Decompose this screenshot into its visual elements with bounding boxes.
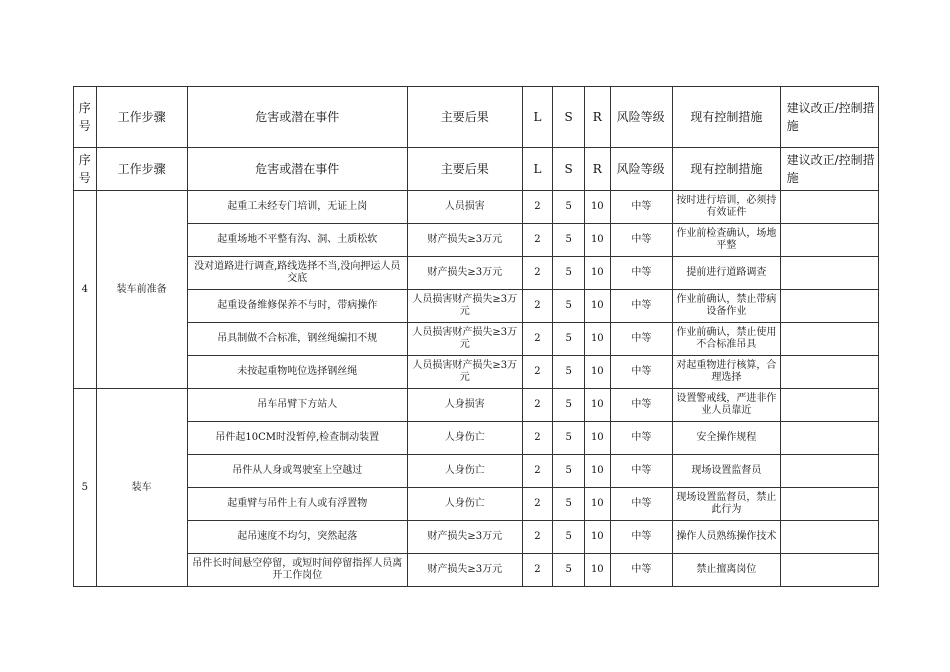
- cell-hazard: 起重场地不平整有沟、洞、土质松软: [187, 224, 407, 257]
- cell-level: 中等: [610, 389, 672, 422]
- cell-l: 2: [522, 191, 553, 224]
- header-l: L: [522, 87, 553, 148]
- header-step: 工作步骤: [96, 148, 187, 191]
- cell-l: 2: [522, 488, 553, 521]
- cell-control: 操作人员熟练操作技术: [673, 521, 781, 554]
- cell-suggestion: [780, 323, 878, 356]
- cell-r: 10: [585, 356, 611, 389]
- cell-s: 5: [553, 224, 585, 257]
- table-row: [74, 488, 879, 521]
- cell-level: 中等: [610, 257, 672, 290]
- cell-l: 2: [522, 224, 553, 257]
- cell-s: 5: [553, 356, 585, 389]
- cell-level: 中等: [610, 356, 672, 389]
- cell-consequence: 财产损失≥3万元: [407, 224, 522, 257]
- cell-hazard: 吊车吊臂下方站人: [187, 389, 407, 422]
- cell-level: 中等: [610, 422, 672, 455]
- table-row: [74, 521, 879, 554]
- cell-consequence: 财产损失≥3万元: [407, 257, 522, 290]
- cell-consequence: 人身损害: [407, 389, 522, 422]
- header-hazard: 危害或潜在事件: [187, 148, 407, 191]
- cell-suggestion: [780, 554, 878, 587]
- group-step: 装车前准备: [96, 191, 187, 389]
- cell-r: 10: [585, 422, 611, 455]
- cell-s: 5: [553, 554, 585, 587]
- cell-suggestion: [780, 257, 878, 290]
- cell-consequence: 人员损害财产损失≥3万元: [407, 356, 522, 389]
- header-hazard: 危害或潜在事件: [187, 87, 407, 148]
- table-row: [74, 191, 879, 224]
- cell-r: 10: [585, 257, 611, 290]
- table-row: [74, 290, 879, 323]
- cell-l: 2: [522, 323, 553, 356]
- cell-s: 5: [553, 422, 585, 455]
- cell-suggestion: [780, 521, 878, 554]
- header-step: 工作步骤: [96, 87, 187, 148]
- cell-hazard: 吊件长时间悬空停留，或短时间停留指挥人员离开工作岗位: [187, 554, 407, 587]
- cell-consequence: 人员损害: [407, 191, 522, 224]
- cell-suggestion: [780, 290, 878, 323]
- cell-r: 10: [585, 290, 611, 323]
- cell-hazard: 未按起重物吨位选择钢丝绳: [187, 356, 407, 389]
- cell-s: 5: [553, 389, 585, 422]
- cell-consequence: 人员损害财产损失≥3万元: [407, 290, 522, 323]
- cell-consequence: 财产损失≥3万元: [407, 554, 522, 587]
- cell-l: 2: [522, 356, 553, 389]
- header-row: [74, 87, 879, 148]
- header-level: 风险等级: [610, 87, 672, 148]
- cell-control: 禁止擅离岗位: [673, 554, 781, 587]
- cell-control: 现场设置监督员，禁止此行为: [673, 488, 781, 521]
- header-seq: 序号: [74, 148, 97, 191]
- header-control: 现有控制措施: [673, 148, 781, 191]
- table-row: [74, 257, 879, 290]
- table-row: [74, 554, 879, 587]
- cell-level: 中等: [610, 224, 672, 257]
- cell-l: 2: [522, 521, 553, 554]
- header-suggestion: 建议改正/控制措施: [780, 148, 878, 191]
- cell-l: 2: [522, 554, 553, 587]
- cell-control: 对起重物进行核算，合理选择: [673, 356, 781, 389]
- cell-consequence: 人身伤亡: [407, 488, 522, 521]
- header-s: S: [553, 148, 585, 191]
- cell-l: 2: [522, 257, 553, 290]
- header-consequence: 主要后果: [407, 87, 522, 148]
- group-step: 装车: [96, 389, 187, 587]
- cell-consequence: 人身伤亡: [407, 422, 522, 455]
- cell-s: 5: [553, 257, 585, 290]
- group-seq: 4: [74, 191, 97, 389]
- cell-suggestion: [780, 389, 878, 422]
- cell-r: 10: [585, 554, 611, 587]
- cell-level: 中等: [610, 488, 672, 521]
- header-suggestion: 建议改正/控制措施: [780, 87, 878, 148]
- group-seq: 5: [74, 389, 97, 587]
- header-consequence: 主要后果: [407, 148, 522, 191]
- table-row: [74, 389, 879, 422]
- cell-control: 现场设置监督员: [673, 455, 781, 488]
- header-seq: 序号: [74, 87, 97, 148]
- cell-r: 10: [585, 389, 611, 422]
- table-row: [74, 455, 879, 488]
- cell-hazard: 吊具制做不合标准，钢丝绳编扣不规: [187, 323, 407, 356]
- cell-consequence: 人身伤亡: [407, 455, 522, 488]
- cell-hazard: 起重设备维修保养不与时，带病操作: [187, 290, 407, 323]
- header-row-repeat: [74, 148, 879, 191]
- cell-s: 5: [553, 323, 585, 356]
- cell-suggestion: [780, 224, 878, 257]
- table-row: [74, 224, 879, 257]
- cell-l: 2: [522, 422, 553, 455]
- cell-control: 作业前检查确认，场地平整: [673, 224, 781, 257]
- cell-level: 中等: [610, 554, 672, 587]
- cell-suggestion: [780, 191, 878, 224]
- header-s: S: [553, 87, 585, 148]
- table-row: [74, 422, 879, 455]
- cell-control: 按时进行培训，必须持有效证件: [673, 191, 781, 224]
- cell-control: 安全操作规程: [673, 422, 781, 455]
- cell-hazard: 起重工未经专门培训，无证上岗: [187, 191, 407, 224]
- cell-level: 中等: [610, 455, 672, 488]
- header-r: R: [585, 148, 611, 191]
- cell-hazard: 吊件从人身或驾驶室上空越过: [187, 455, 407, 488]
- cell-hazard: 没对道路进行调查,路线选择不当,没向押运人员交底: [187, 257, 407, 290]
- cell-r: 10: [585, 521, 611, 554]
- risk-assessment-table: [73, 86, 879, 587]
- cell-consequence: 人员损害财产损失≥3万元: [407, 323, 522, 356]
- cell-r: 10: [585, 323, 611, 356]
- cell-r: 10: [585, 455, 611, 488]
- cell-s: 5: [553, 290, 585, 323]
- cell-l: 2: [522, 455, 553, 488]
- cell-s: 5: [553, 191, 585, 224]
- header-level: 风险等级: [610, 148, 672, 191]
- header-control: 现有控制措施: [673, 87, 781, 148]
- cell-hazard: 起吊速度不均匀，突然起落: [187, 521, 407, 554]
- cell-level: 中等: [610, 191, 672, 224]
- table-row: [74, 356, 879, 389]
- cell-level: 中等: [610, 323, 672, 356]
- cell-suggestion: [780, 455, 878, 488]
- cell-level: 中等: [610, 521, 672, 554]
- cell-s: 5: [553, 488, 585, 521]
- cell-suggestion: [780, 422, 878, 455]
- header-l: L: [522, 148, 553, 191]
- cell-l: 2: [522, 389, 553, 422]
- cell-r: 10: [585, 224, 611, 257]
- cell-s: 5: [553, 455, 585, 488]
- cell-s: 5: [553, 521, 585, 554]
- cell-suggestion: [780, 356, 878, 389]
- cell-hazard: 起重臂与吊件上有人或有浮置物: [187, 488, 407, 521]
- cell-control: 作业前确认，禁止使用不合标准吊具: [673, 323, 781, 356]
- table-row: [74, 323, 879, 356]
- cell-level: 中等: [610, 290, 672, 323]
- header-r: R: [585, 87, 611, 148]
- cell-consequence: 财产损失≥3万元: [407, 521, 522, 554]
- cell-control: 设置警戒线，严进非作业人员靠近: [673, 389, 781, 422]
- cell-r: 10: [585, 488, 611, 521]
- cell-hazard: 吊件起10CM时没暂停,检查制动装置: [187, 422, 407, 455]
- cell-control: 提前进行道路调查: [673, 257, 781, 290]
- cell-l: 2: [522, 290, 553, 323]
- cell-control: 作业前确认，禁止带病设备作业: [673, 290, 781, 323]
- cell-suggestion: [780, 488, 878, 521]
- cell-r: 10: [585, 191, 611, 224]
